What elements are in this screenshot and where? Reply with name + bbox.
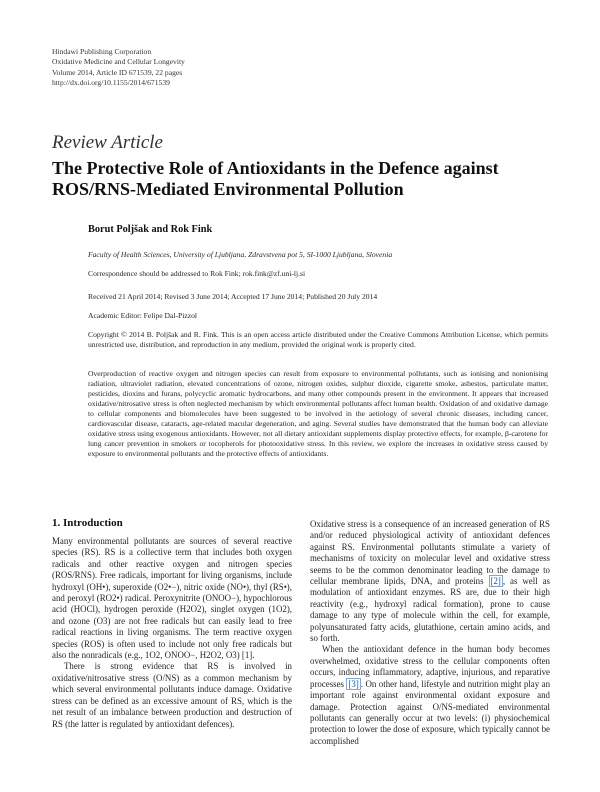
paragraph — [310, 519, 550, 644]
academic-editor: Academic Editor: Felipe Dal-Pizzol — [88, 311, 198, 320]
right-column — [310, 519, 550, 747]
paragraph: There is strong evidence that RS is involved in oxidative/nitrosative stress (O/NS) as a common mechanism by which several environmental pollutants induce damage. Oxidative stress can be defined as an excessive amount of RS, which is the net result of an imbalance between production and destruction of RS (the latter is regulated by antioxidant defences). — [52, 661, 292, 729]
paragraph-text: . On other hand, lifestyle and nutrition might play an important role against environmental oxidant exposure and damage. Protection against O/NS-mediated environmental pollutants can generally occur at two levels: (i) physiochemical protection to lower the dose of exposure, which typically cannot be accomplished — [310, 678, 551, 746]
journal-name: Oxidative Medicine and Cellular Longevity — [52, 57, 185, 67]
paragraph-text: When the antioxidant defence in the human body becomes overwhelmed, oxidative stress to the cellular components often occurs, inducing inflammatory, adaptive, injurious, and reparative processes — [310, 644, 550, 689]
affiliation: Faculty of Health Sciences, University of Ljubljana, Zdravstvena pot 5, SI-1000 Ljubljana, Slovenia — [88, 250, 393, 259]
journal-header — [52, 47, 185, 88]
paragraph-text: , as well as modulation of antioxidant enzymes. RS are, due to their high reactivity (e.g., hydroxyl radical formation), prone to cause damage to any type of molecule within the cell, for example, polyunsaturated fatty acids, glutathione, certain amino acids, and so forth. — [310, 576, 550, 644]
citation-link[interactable]: [2] — [490, 576, 501, 587]
copyright-notice: Copyright © 2014 B. Poljšak and R. Fink. This is an open access article distributed under the Creative Commons Attribution License, which permits unrestricted use, distribution, and reproduction in any medium, provided the original work is properly cited. — [88, 330, 548, 349]
section-heading: 1. Introduction — [52, 517, 123, 529]
paragraph-text: Oxidative stress is a consequence of an increased generation of RS and/or reduced physiological activity of antioxidant defences against RS. Environmental pollutants stimulate a variety of mechanisms of toxicity on molecular level and oxidative stress seems to be the common denominator leading to the damage to cellular membrane lipids, DNA, and proteins — [310, 519, 550, 587]
publisher-name: Hindawi Publishing Corporation — [52, 47, 152, 56]
article-title: The Protective Role of Antioxidants in the Defence against ROS/RNS-Mediated Environmental Pollution — [52, 158, 499, 199]
publication-dates: Received 21 April 2014; Revised 3 June 2014; Accepted 17 June 2014; Published 20 July 2014 — [88, 292, 378, 301]
volume-info: Volume 2014, Article ID 671539, 22 pages — [52, 67, 183, 77]
paragraph — [310, 644, 550, 747]
citation-link[interactable]: [3] — [348, 678, 359, 689]
abstract: Overproduction of reactive oxygen and nitrogen species can result from exposure to environmental pollutants, such as ionising and nonionising radiation, ultraviolet radiation, elevated concentrations of ozone, nitrogen oxides, sulphur dioxide, cigarette smoke, asbestos, particulate matter, pesticides, dioxins and furans, polycyclic aromatic hydrocarbons, and many other compounds present in the environment. It appears that increased oxidative/nitrosative stress is often neglected mechanism by which environmental pollutants affect human health. Oxidation of and oxidative damage to cellular components and biomolecules have been suggested to be involved in the aetiology of several chronic diseases, including cancer, cardiovascular disease, cataracts, age-related macular degeneration, and aging. Several studies have demonstrated that the human body can alleviate oxidative stress using exogenous antioxidants. However, not all dietary antioxidant supplements display protective effects, for example, β-carotene for lung cancer prevention in smokers or tocopherols for photooxidative stress. In this review, we explore the increases in oxidative stress caused by exposure to environmental pollutants and the protective effects of antioxidants. — [88, 369, 548, 458]
article-type: Review Article — [52, 132, 163, 153]
paragraph: Many environmental pollutants are sources of several reactive species (RS). RS is a collective term that includes both oxygen radicals and other reactive oxygen and nitrogen species (ROS/RNS). Free radicals, important for living organisms, include hydroxyl (OH•), superoxide (O2•−), nitric oxide (NO•), thyl (RS•), and peroxyl (RO2•) radical. Peroxynitrite (ONOO−), hypochlorous acid (HOCl), hydrogen peroxide (H2O2), singlet oxygen (1O2), and ozone (O3) are not free radicals but can easily lead to free radical reactions in living organisms. The term reactive oxygen species (ROS) is often used to include not only free radicals but also the nonradicals (e.g., 1O2, ONOO−, H2O2, O3) [1]. — [52, 536, 292, 661]
left-column — [52, 536, 292, 730]
authors: Borut Poljšak and Rok Fink — [88, 224, 213, 235]
doi-link[interactable]: http://dx.doi.org/10.1155/2014/671539 — [52, 77, 170, 87]
correspondence: Correspondence should be addressed to Rok Fink; rok.fink@zf.uni-lj.si — [88, 269, 306, 278]
